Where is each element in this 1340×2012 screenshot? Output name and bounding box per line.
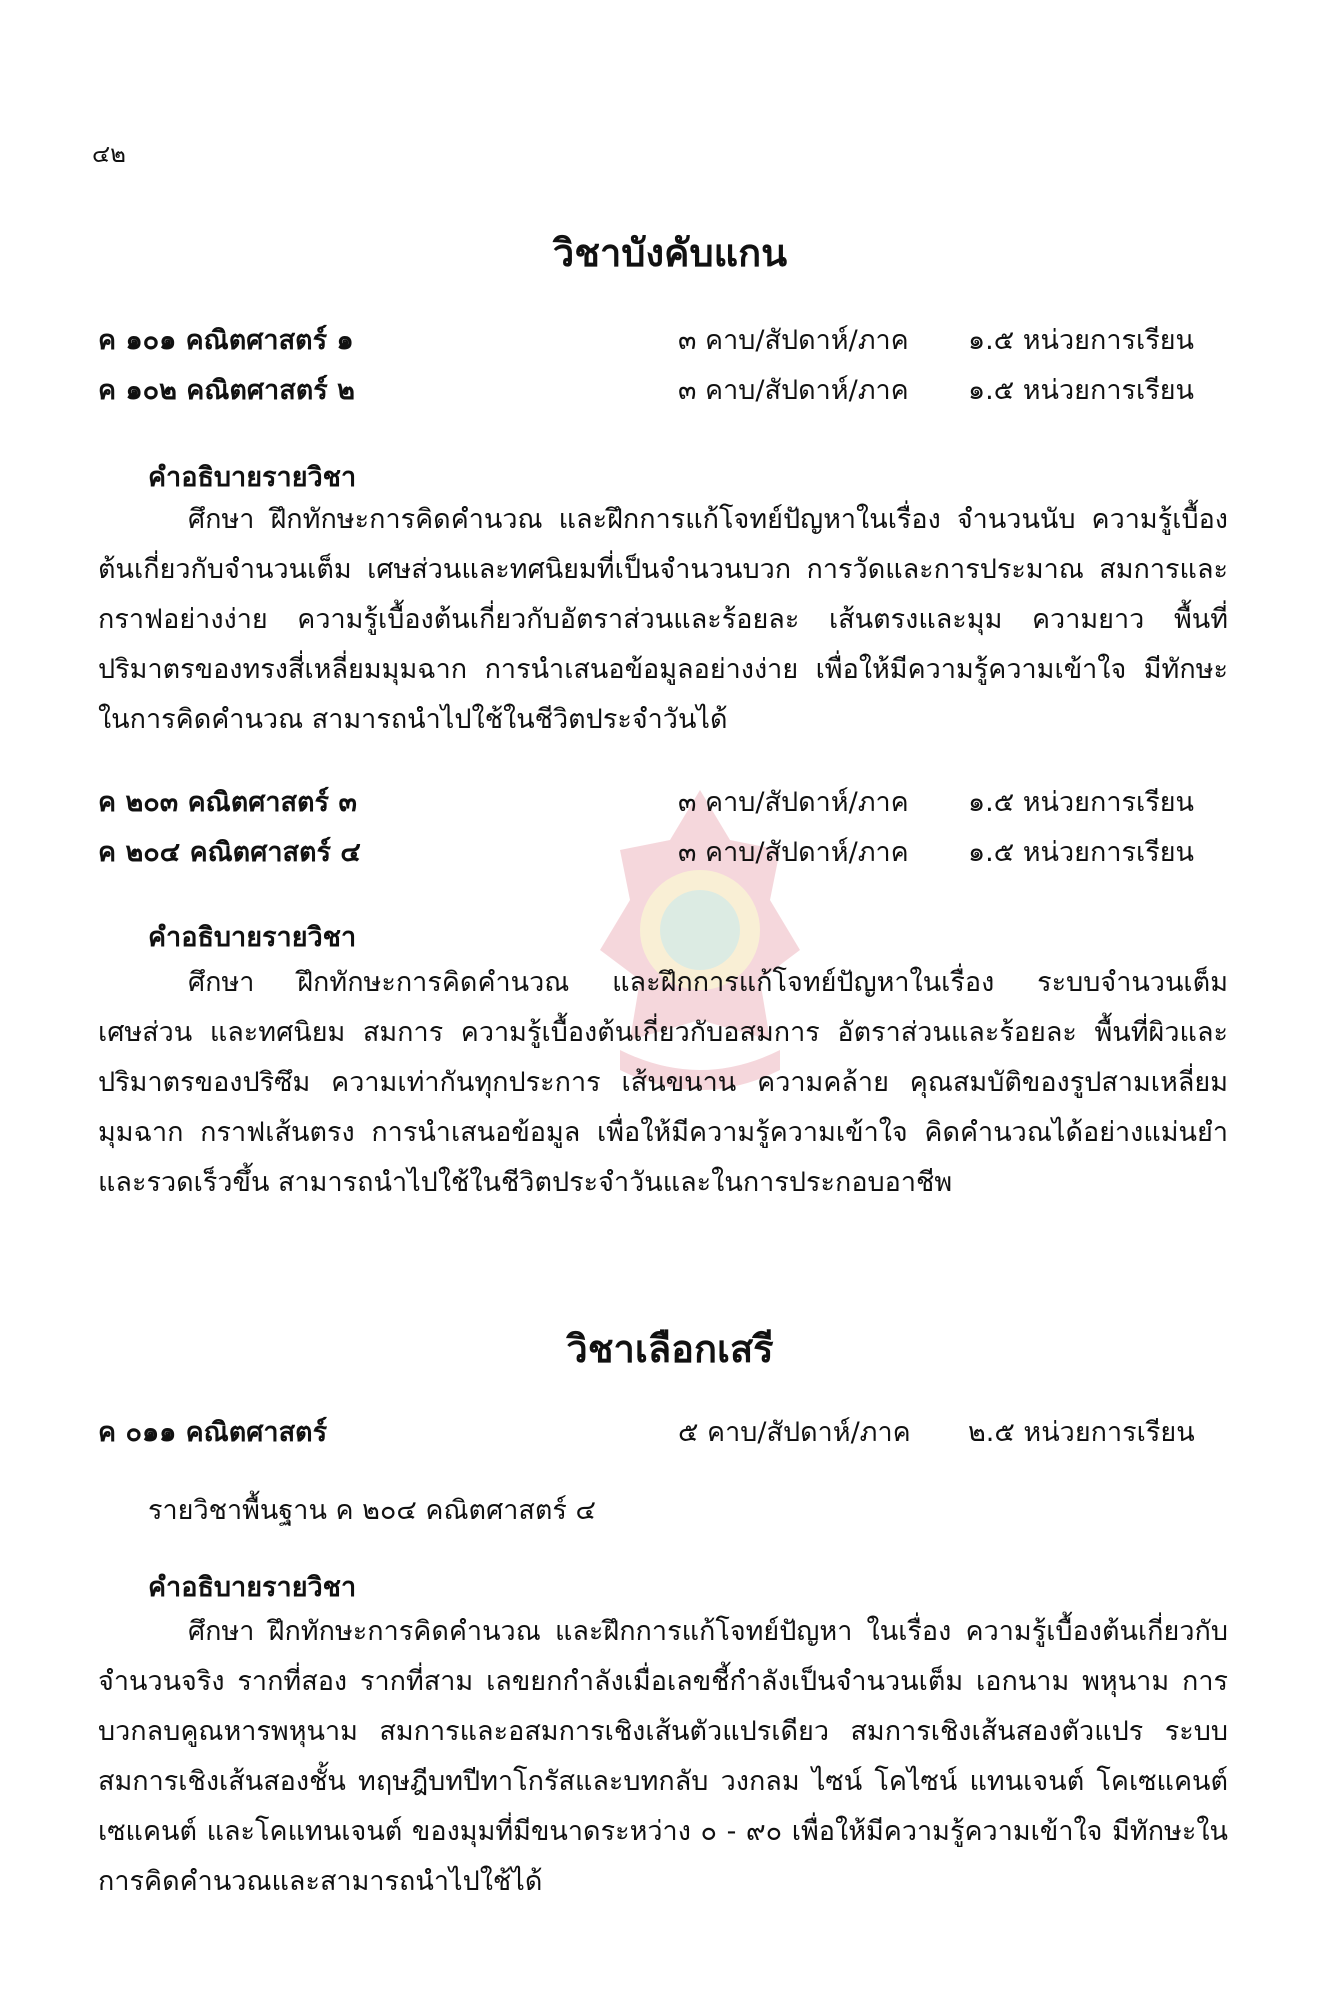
prerequisite: รายวิชาพื้นฐาน ค ๒๐๔ คณิตศาสตร์ ๔ xyxy=(148,1495,596,1526)
description-heading: คำอธิบายรายวิชา xyxy=(148,922,357,953)
course-row xyxy=(98,318,1198,358)
description-paragraph: ศึกษา ฝึกทักษะการคิดคำนวณ และฝึกการแก้โจทย์ปัญหาในเรื่อง ระบบจำนวนเต็ม เศษส่วน และทศนิยม สมการ ความรู้เบื้องต้นเกี่ยวกับอสมการ อัตราส่วนและร้อยละ พื้นที่ผิวและปริมาตรของปริซึม ความเท่ากันทุกประการ เส้นขนาน ความคล้าย คุณสมบัติของรูปสามเหลี่ยมมุมฉาก กราฟเส้นตรง การนำเสนอข้อมูล เพื่อให้มีความรู้ความเข้าใจ คิดคำนวณได้อย่างแม่นยำและรวดเร็วขึ้น สามารถนำไปใช้ในชีวิตประจำวันและในการประกอบอาชีพ xyxy=(98,967,1228,1198)
description-heading: คำอธิบายรายวิชา xyxy=(148,462,357,493)
course-periods: ๓ คาบ/สัปดาห์/ภาค xyxy=(678,837,909,868)
course-code: ค ๑๐๒ คณิตศาสตร์ ๒ xyxy=(98,375,355,406)
description-heading: คำอธิบายรายวิชา xyxy=(148,1572,357,1603)
course-credits: ๑.๕ หน่วยการเรียน xyxy=(968,837,1194,868)
course-description xyxy=(98,495,1228,745)
course-credits: ๑.๕ หน่วยการเรียน xyxy=(968,375,1194,406)
course-row xyxy=(98,780,1198,820)
course-periods: ๓ คาบ/สัปดาห์/ภาค xyxy=(678,787,909,818)
course-periods: ๕ คาบ/สัปดาห์/ภาค xyxy=(678,1417,911,1448)
description-paragraph: ศึกษา ฝึกทักษะการคิดคำนวณ และฝึกการแก้โจทย์ปัญหาในเรื่อง จำนวนนับ ความรู้เบื้องต้นเกี่ยวกับจำนวนเต็ม เศษส่วนและทศนิยมที่เป็นจำนวนบวก การวัดและการประมาณ สมการและกราฟอย่างง่าย ความรู้เบื้องต้นเกี่ยวกับอัตราส่วนและร้อยละ เส้นตรงและมุม ความยาว พื้นที่ ปริมาตรของทรงสี่เหลี่ยมมุมฉาก การนำเสนอข้อมูลอย่างง่าย เพื่อให้มีความรู้ความเข้าใจ มีทักษะในการคิดคำนวณ สามารถนำไปใช้ในชีวิตประจำวันได้ xyxy=(98,504,1228,735)
course-periods: ๓ คาบ/สัปดาห์/ภาค xyxy=(678,325,909,356)
course-credits: ๑.๕ หน่วยการเรียน xyxy=(968,787,1194,818)
course-description xyxy=(98,1607,1228,1907)
course-row xyxy=(98,1410,1198,1450)
course-periods: ๓ คาบ/สัปดาห์/ภาค xyxy=(678,375,909,406)
course-code: ค ๒๐๓ คณิตศาสตร์ ๓ xyxy=(98,787,357,818)
course-row xyxy=(98,368,1198,408)
course-credits: ๑.๕ หน่วยการเรียน xyxy=(968,325,1194,356)
course-description xyxy=(98,958,1228,1208)
course-code: ค ๑๐๑ คณิตศาสตร์ ๑ xyxy=(98,325,354,356)
description-paragraph: ศึกษา ฝึกทักษะการคิดคำนวณ และฝึกการแก้โจทย์ปัญหา ในเรื่อง ความรู้เบื้องต้นเกี่ยวกับจำนวนจริง รากที่สอง รากที่สาม เลขยกกำลังเมื่อเลขชี้กำลังเป็นจำนวนเต็ม เอกนาม พหุนาม การบวกลบคูณหารพหุนาม สมการและอสมการเชิงเส้นตัวแปรเดียว สมการเชิงเส้นสองตัวแปร ระบบสมการเชิงเส้นสองชั้น ทฤษฎีบทปีทาโกรัสและบทกลับ วงกลม ไซน์ โคไซน์ แทนเจนต์ โคเซแคนต์ เซแคนต์ และโคแทนเจนต์ ของมุมที่มีขนาดระหว่าง ๐ - ๙๐ เพื่อให้มีความรู้ความเข้าใจ มีทักษะในการคิดคำนวณและสามารถนำไปใช้ได้ xyxy=(98,1616,1228,1897)
section-title-core: วิชาบังคับแกน xyxy=(552,231,788,275)
page-number: ๔๒ xyxy=(92,140,126,168)
section-title-elective: วิชาเลือกเสรี xyxy=(566,1327,774,1371)
course-credits: ๒.๕ หน่วยการเรียน xyxy=(968,1417,1195,1448)
course-row xyxy=(98,830,1198,870)
course-code: ค ๐๑๑ คณิตศาสตร์ xyxy=(98,1417,328,1448)
course-code: ค ๒๐๔ คณิตศาสตร์ ๔ xyxy=(98,837,361,868)
